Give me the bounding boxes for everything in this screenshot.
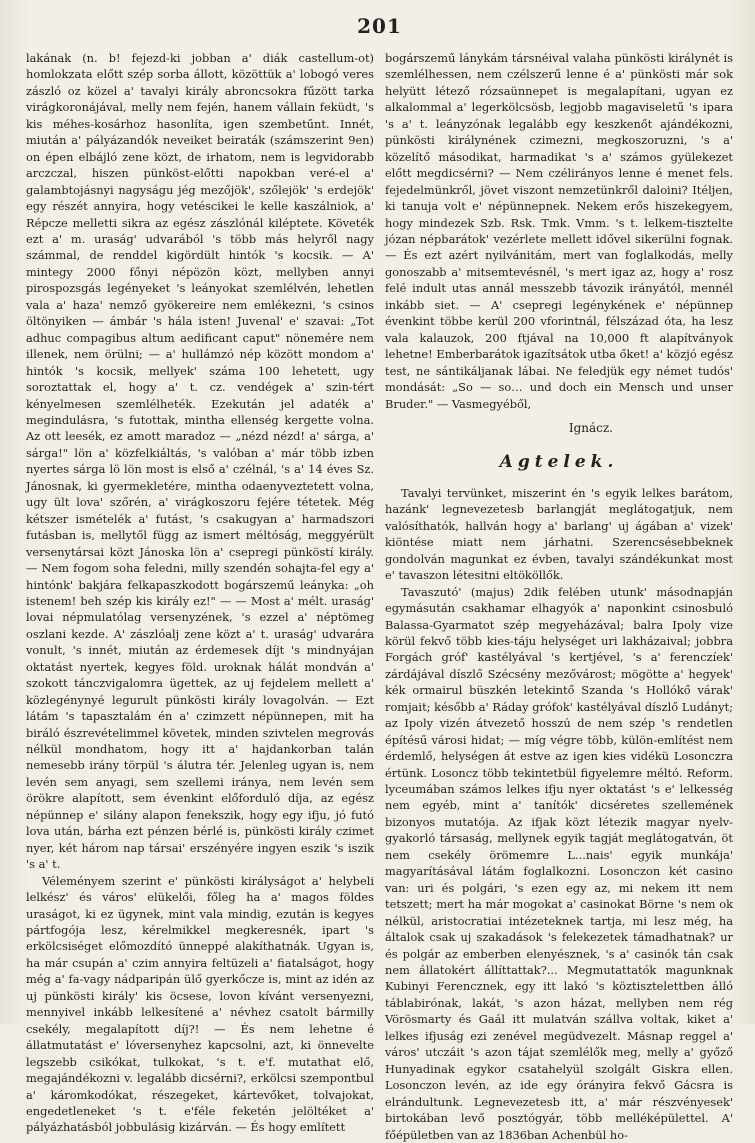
left-column <box>26 50 374 1135</box>
paragraph: Tavaszutó' (majus) 2dik felében utunk' másodnapján egymásután csakhamar elhagyók a' naponkint csinosbuló Balassa-Gyarmatot szép megyeházával; balra Ipoly vize körül fekvő több kies-táju helységet uri lakházaival; jobbra Forgách gróf' kastélyával 's kertjével, 's a' ferenczíek' zárdájával díszlő Szécsény mezővárost; mögötte a' hegyek' kék ormairul büszkén letekintő Szanda 's Hollókő várak' romjait; később a' Ráday grófok' kastélyával díszlő Ludányt; az Ipoly vizén átvezető hosszú de nem szép 's rendetlen építésű városi hidat; — míg végre több, külön-említést nem érdemlő, helységen át estve az igen kies vidékü Losonczra értünk. Losoncz több tekintetbül figyelemre méltó. Reform. lyceumában számos lelkes ifju nyer oktatást 's e' lelkesség nem egyéb, mint a' tanítók' dicséretes szellemének bizonyos mutatója. Az ifjak közt létezik magyar nyelv-gyakorló társaság, mellynek egyik tagját meglátogatván, öt nem csekély örömemre L...nais' egyik munkája' magyarításával látám foglalkozni. Losonczon két casino van: uri és polgári, 's ezen egy az, mi nekem itt nem tetszett; mert ha már mogokat a' casinokat Börne 's nem ok nélkül, aristocratiai intézeteknek tartja, mi lesz még, ha általok csak uj szakadások 's felekezetek támadhatnak? ur és polgár az emberben elenyésznek, 's a' casinók tán csak nem állatokért állíttattak?... Megmutattatók magunknak Kubinyi Ferencznek, egy itt lakó 's köztisztelettben álló táblabirónak, lakát, 's azon házat, mellyben nem rég Vörösmarty és Gaál itt mulatván szállva voltak, kiket a' lelkes ifjuság ezi zenével megüdvezelt. Másnap reggel a' város' utczáit 's azon tájat szemlélők meg, melly a' győző Hunyadinak egykor csatahelyül szolgált Giskra ellen. Losonczon levén, az ide egy órányira fekvő Gácsra is elrándultunk. Legnevezetesb itt, a' már részvényesek' birtokában levő posztógyár, több melléképülettel. A' főépületben van az 1836ban Achenbül ho- <box>385 584 733 1142</box>
paragraph: lakának (n. b! fejezd-ki jobban a' diák castellum-ot) homlokzata előtt szép sorba állott, közöttük a' lobogó veres zászló oz közel a' tavalyi király abroncsokra fűzött tarka virágkoronájával, melly nem fején, hanem vállain feküdt, 's kis méhes-kosárhoz hasonlíta, igen szembetűnt. Innét, miután a' pályázandók neveiket beiraták (számszerint 9en) on épen elbájló zene közt, de irhatom, nem is legvidorabb arczczal, hiszen pünköst-előtti napokban veré-el a' galambtojásnyi nagyságu jég mezőjök', szőlejök' 's erdejök' egy részét annyira, hogy vetéscikei le kelle kaszálniok, a' Répcze melletti sikra az egész zászlónál kiléptete. Követék ezt a' m. uraság' udvarából 's több más helyről nagy számmal, de renddel kigördült hintók 's kocsik. — A' mintegy 2000 főnyi népözön közt, mellyben annyi pirospozsgás legényeket 's leányokat szemlélvén, lehetlen vala a' haza' nemző gyökereire nem emlékezni, 's csinos öltönyiken — ámbár 's hála isten! Juvenal' e' szavai: „Tot adhuc compagibus altum aedificant caput" nönemére nem illenek, nem örülni; — a' hullámzó nép között mondom a' hintók 's kocsik, mellyek' száma 100 lehetett, ugy soroztattak el, hogy a' t. cz. vendégek a' szin-tért kényelmesen szemlélheték. Ezekután jel adaték a' megindulásra, 's futottak, mintha ellenség kergette volna. Az ott leesék, ez amott maradoz — „nézd nézd! a' sárga, a' sárga!" lön a' közfelkiáltás, 's valóban a' már több izben nyertes sárga lö lön most is első a' czélnál, 's a' 14 éves Sz. Jánosnak, ki gyermekletére, mintha odaenyveztetett volna, ugy ült lova' szőrén, a' virágkoszoru fejére tétetek. Még kétszer ismételék a' futást, 's csakugyan a' harmadszori futásban is, mellytől függ az ismert méltóság, meggyérült versenytársai közt Jánoska lön a' csepregi pünköstí király. — Nem fogom soha feledni, milly szendén sohajta-fel egy a' hintónk' bakjára felkapaszkodott bogárszemű leányka: „oh istenem! beh szép kis király ez!" — — Most a' mélt. uraság' lovai népmulatólag versenyzének, 's ezzel a' néptömeg oszlani kezde. A' zászlóalj zene közt a' t. uraság' udvarára vonult, 's innét, miután az érdemesek díjt 's mindnyájan oktatást nyertek, kegyes föld. uroknak hálát mondván a' szokott tánczvigalomra ügettek, az uj fejdelem mellett a' közlegénynyé legurult pünkösti király lovagolván. — Ezt látám 's tapasztalám én a' czimzett népünnepen, mit ha biráló észrevételimmel követek, minden szivtelen megrovás nélkül mondhatom, hogy itt a' hajdankorban talán nemesebb irány törpül 's álutra tér. Jelenleg ugyan is, nem levén sem anyagi, sem szellemi iránya, nem levén sem örökre alapított, sem évenkint előforduló díja, az egész népünnep e' silány alapon fenekszik, hogy egy ifju, jó futó lova után, bárha ezt pénzen bérlé is, pünkösti király czimet nyer, két három nap társai' erszényére ingyen eszik 's iszik 's a' t. <box>26 51 374 872</box>
paragraph: Tavalyi tervünket, miszerint én 's egyik lelkes barátom, hazánk' legnevezetesb barlangját meglátogatjuk, nem valósíthatók, hallván hogy a' barlang' uj ágában a' vizek' kiöntése miatt nem járhatni. Szerencsésebbeknek gondolván magunkat ez évben, tavalyi szándékunkat most e' tavaszon létesitni eltököllők. <box>385 485 733 583</box>
section-title: Agtelek. <box>499 452 619 473</box>
text-columns <box>26 50 733 1142</box>
paragraph: bogárszemű lánykám társnéival valaha pünkösti királynét is szemlélhessen, nem czélszerű lenne é a' pünkösti már sok helyütt létező rózsaünnepet is megalapítani, ugyan ez alkalommal a' legerkölcsösb, legjobb magaviseletű 's ipara 's a' t. leányzónak legalább egy keszkenőt ajándékozni, pünkösti királynének czimezni, megkoszoruzni, 's a' közelítő másodikat, harmadikat 's a' számos gyülekezet előtt megdicsérni? — Nem czélirányos lenne é menet fels. fejedelmünkről, jövet viszont nemzetünkről daloini? Itéljen, ki tanuja volt e' népünnepnek. Nekem erős hiszekegyem, hogy mindezek Szb. Rsk. Tmk. Vmm. 's t. lelkem-tisztelte józan népbarátok' vezérlete mellett idővel sikerülni fognak. — És ezt azért nyilvánitám, mert van foglalkodás, melly gonoszabb a' mitsemtevésnél, 's mert igaz az, hogy a' rosz felé indult utas annál messzebb távozik irányától, mennél inkább siet. — A' csepregi legénykének e' népünnep évenkint többe kerül 200 vforintnál, félszázad óta, ha lesz vala kalauzok, 200 ftjával na 10,000 ft alapítványok lehetne! Emberbarátok igazítsátok utba őket! a' közjó egész test, ne sántikáljanak lábai. Ne feledjük egy német tudós' mondását: „So — so… und doch ein Mensch und unser Bruder." — Vasmegyéből, <box>385 51 733 411</box>
right-column <box>385 50 733 1142</box>
page-number: 201 <box>357 14 402 38</box>
paragraph: Véleményem szerint e' pünkösti királyságot a' helybeli lelkész' és város' elükelői, főleg ha a' magos földes uraságot, ki ez ügynek, mint vala mindig, ezután is kegyes pártfogója lesz, kérelmikkel megkeresnék, ipart 's erkölcsiséget előmozdító ünneppé alakíthatnák. Ugyan is, ha már csupán a' czim annyira feltüzeli a' fiatalságot, hogy még a' fa-vagy nádparipán ülő gyerkőcze is, mint az idén az uj pünkösti király' kis öcsese, lovon kívánt versenyezni, mennyivel inkább lelkesítené a' névhez csatolt bármilly csekély, megalapított díj?! — És nem lehetne é állatmutatást e' lóversenyhez kapcsolni, azt, ki önnevelte legszebb csikókat, tulkokat, 's t. e'f. mutathat elő, megajándékozni v. legalább dicsérni?, erkölcsi szempontbul a' káromkodókat, részegeket, kártevőket, tolvajokat, engedetleneket 's t. e'féle feketén jelöltéket a' pályázhatásból jobbulásig kizárván. — És hogy említett <box>26 873 374 1135</box>
author-signature: Ignácz. <box>568 420 613 435</box>
